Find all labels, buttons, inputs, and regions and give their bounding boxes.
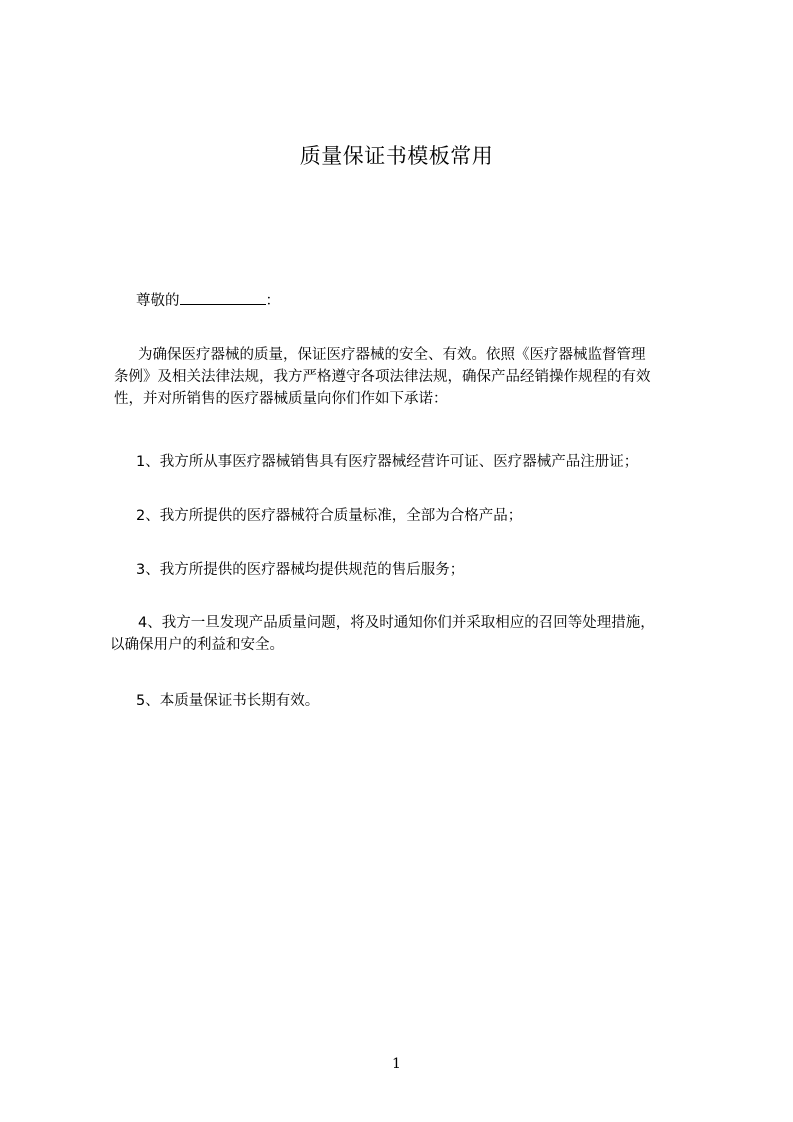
document-title: 质量保证书模板常用	[299, 144, 494, 168]
commitment-item-5: 5、本质量保证书长期有效。	[136, 693, 320, 709]
salutation-suffix: ：	[265, 293, 280, 309]
salutation-prefix: 尊敬的	[136, 293, 180, 309]
commitment-item-1: 1、我方所从事医疗器械销售具有医疗器械经营许可证、医疗器械产品注册证；	[136, 454, 639, 470]
commitment-item-4	[110, 612, 710, 656]
salutation	[136, 290, 736, 312]
intro-line-1: 为确保医疗器械的质量，保证医疗器械的安全、有效。依照《医疗器械监督管理	[138, 347, 646, 363]
recipient-blank	[180, 290, 266, 305]
commitment-item-4-line-2: 以确保用户的利益和安全。	[110, 637, 284, 653]
intro-line-2: 条例》及相关法律法规，我方严格遵守各项法律法规，确保产品经销操作规程的有效	[114, 369, 651, 385]
intro-paragraph	[110, 344, 710, 410]
commitment-item-4-line-1: 4、我方一旦发现产品质量问题，将及时通知你们并采取相应的召回等处理措施，	[138, 615, 655, 631]
commitment-item-2: 2、我方所提供的医疗器械符合质量标准，全部为合格产品；	[136, 508, 523, 524]
intro-line-3: 性，并对所销售的医疗器械质量向你们作如下承诺：	[114, 391, 448, 407]
commitment-item-3: 3、我方所提供的医疗器械均提供规范的售后服务；	[136, 562, 465, 578]
page-number: 1	[392, 1056, 401, 1072]
